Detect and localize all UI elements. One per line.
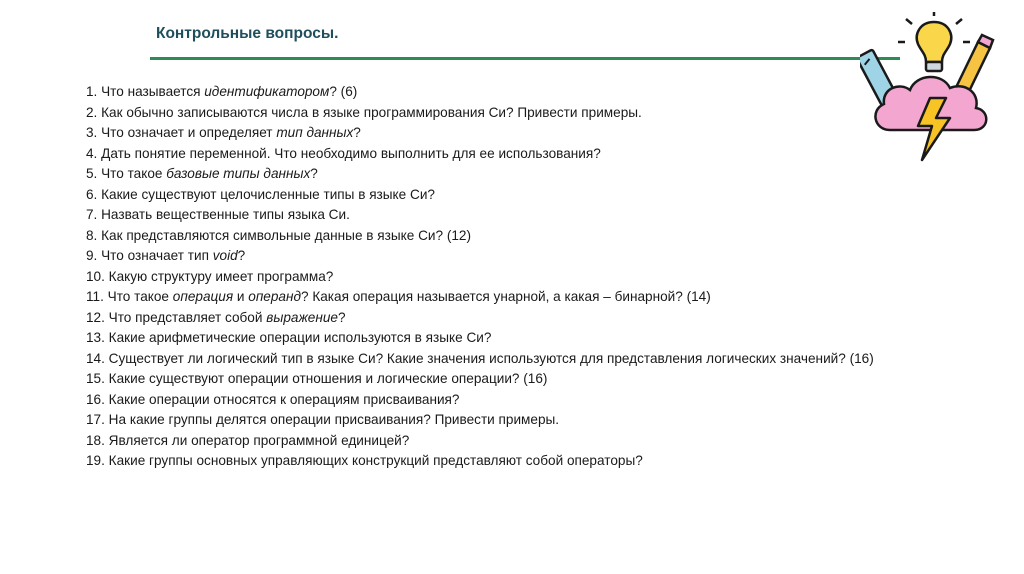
question-item: 4. Дать понятие переменной. Что необходимо выполнить для ее использования? [86, 145, 601, 161]
brainstorm-illustration [860, 12, 1000, 167]
question-item: 13. Какие арифметические операции используются в языке Си? [86, 330, 492, 345]
question-item: 9. Что означает тип void? [86, 248, 246, 263]
question-item: 8. Как представляются символьные данные в языке Си? (12) [86, 227, 471, 243]
question-item: 17. На какие группы делятся операции присваивания? Привести примеры. [86, 412, 560, 427]
question-item: 2. Как обычно записываются числа в языке программирования Си? Привести примеры. [86, 104, 642, 120]
question-item: 12. Что представляет собой выражение? [86, 309, 346, 325]
slide-title: Контрольные вопросы. [156, 25, 339, 42]
lightbulb-icon [898, 12, 970, 71]
question-item: 11. Что такое операция и операнд? Какая операция называется унарной, а какая – бинарной? (14) [86, 289, 711, 304]
question-item: 3. Что означает и определяет тип данных? [86, 125, 361, 140]
question-item: 14. Существует ли логический тип в языке Си? Какие значения используются для представления логических значений? (16) [86, 350, 874, 366]
question-list [86, 82, 966, 472]
question-item: 6. Какие существуют целочисленные типы в языке Си? [86, 186, 435, 202]
question-item: 5. Что такое базовые типы данных? [86, 166, 318, 181]
question-item: 19. Какие группы основных управляющих конструкций представляют собой операторы? [86, 453, 643, 468]
title-underline [150, 57, 900, 60]
question-item: 15. Какие существуют операции отношения и логические операции? (16) [86, 371, 548, 386]
question-item: 18. Является ли оператор программной единицей? [86, 432, 410, 448]
question-item: 1. Что называется идентификатором? (6) [86, 84, 358, 99]
question-item: 7. Назвать вещественные типы языка Си. [86, 207, 350, 222]
question-item: 16. Какие операции относятся к операциям присваивания? [86, 391, 460, 407]
question-item: 10. Какую структуру имеет программа? [86, 268, 334, 284]
